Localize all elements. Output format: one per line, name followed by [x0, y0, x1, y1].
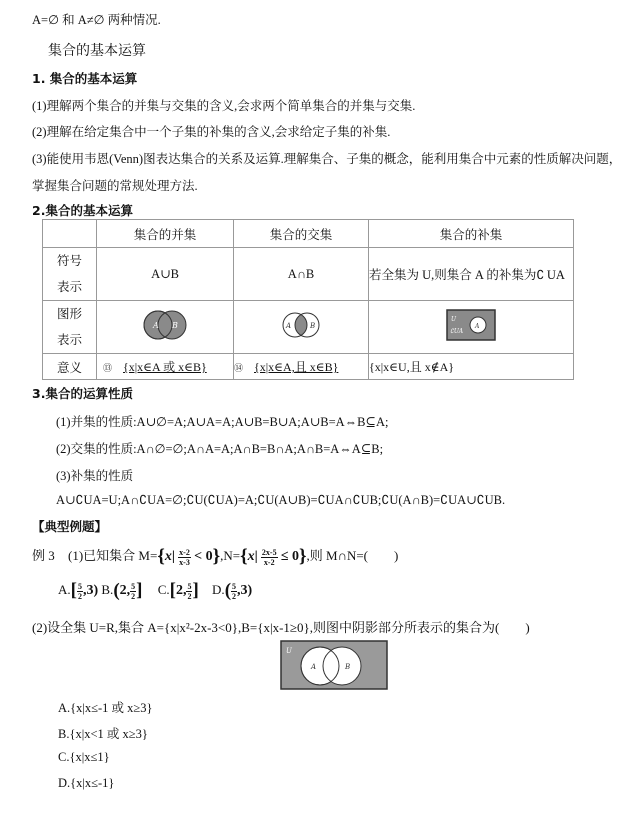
point1-item-1: (1)理解两个集合的并集与交集的含义,会求两个简单集合的并集与交集.: [32, 99, 416, 113]
q1-option-d[interactable]: D.( $\frac{5}{2},3$): [212, 580, 253, 601]
venn-complement-label-cua: ∁UA: [450, 328, 464, 335]
example3-question2: (2)设全集 U=R,集合 A={x|x²-2x-3<0},B={x|x-1≥0},则图中阴影部分所表示的集合为( ): [32, 620, 530, 635]
q1-option-a[interactable]: A.[ $\frac{5}{2},3$): [58, 580, 99, 601]
meaning-intersection-text: {x|x∈A,且 x∈B}: [254, 360, 339, 374]
q1-option-c[interactable]: C.[2, $\frac{5}{2}$]: [157, 580, 199, 601]
n-fraction: [261, 548, 278, 567]
venn-complement-diagram: [446, 309, 496, 341]
venn-intersection-label-b: B: [310, 322, 316, 330]
n-frac-rel: ≤ 0: [280, 549, 300, 565]
complement-properties: A∪∁UA=U;A∩∁UA=∅;∁U(∁UA)=A;∁U(A∪B)=∁UA∩∁UB;∁U(A∩B)=∁UA∪∁UB.: [56, 493, 506, 507]
n-frac-den: x-2: [263, 557, 275, 567]
venn-union-label-a: A: [153, 321, 159, 330]
q2-venn-label-b: B: [345, 663, 351, 671]
header-intersection: 集合的交集: [234, 220, 369, 248]
row-label-figure-2: 表示: [56, 332, 82, 347]
row-label-symbol-1: 符号: [56, 253, 82, 268]
point3-heading: 3.集合的运算性质: [32, 386, 133, 401]
symbol-intersection: A∩B: [234, 248, 369, 301]
intersection-properties: (2)交集的性质:A∩∅=∅;A∩A=A;A∩B=B∩A;A∩B=A⇔A⊆B;: [56, 442, 384, 456]
q2-option-a[interactable]: A.{x|x≤-1 或 x≥3}: [58, 701, 153, 715]
intro-line: A=∅ 和 A≠∅ 两种情况.: [32, 13, 161, 27]
n-frac-num: 2x-5: [261, 547, 277, 557]
point1-item-3: (3)能使用韦恩(Venn)图表达集合的关系及运算.理解集合、子集的概念，能利用集合中元素的性质解决问题，: [32, 152, 622, 166]
venn-union-cell: [97, 301, 234, 354]
venn-intersection-diagram: [276, 310, 326, 340]
m-frac-rel: < 0: [194, 549, 213, 565]
header-union: 集合的并集: [97, 220, 234, 248]
venn-complement-label-a: A: [475, 323, 480, 330]
point2-heading: 2.集合的基本运算: [32, 203, 133, 218]
row-label-figure: [43, 301, 97, 354]
header-complement: 集合的补集: [369, 220, 574, 248]
set-operations-table: [42, 219, 574, 380]
meaning-intersection-num: ⑭: [234, 363, 244, 373]
point1-heading: 1. 集合的基本运算: [32, 71, 138, 86]
symbol-complement: 若全集为 U,则集合 A 的补集为∁ UA: [369, 248, 574, 301]
examples-heading: 【典型例题】: [32, 519, 108, 534]
complement-title: (3)补集的性质: [56, 469, 134, 483]
symbol-union: A∪B: [97, 248, 234, 301]
table-corner-cell: [43, 220, 97, 248]
row-label-figure-1: 图形: [56, 306, 82, 321]
q1-mid: ,N=: [220, 548, 241, 563]
meaning-intersection: [234, 354, 369, 380]
m-frac-den: x-3: [179, 557, 190, 567]
venn-complement-label-u: U: [451, 316, 457, 323]
q2-option-b[interactable]: B.{x|x<1 或 x≥3}: [58, 727, 148, 741]
question2-venn-diagram: [280, 640, 388, 690]
q2-venn-label-u: U: [286, 647, 292, 655]
venn-intersection-label-a: A: [286, 322, 292, 330]
q1-suffix: ,则 M∩N=( ): [306, 548, 399, 563]
venn-union-diagram: [135, 307, 195, 343]
row-label-symbol: [43, 248, 97, 301]
m-fraction: [178, 548, 191, 567]
meaning-union: [97, 354, 234, 380]
q1-option-b[interactable]: B.(2, $\frac{5}{2}$]: [101, 580, 143, 601]
q2-option-d[interactable]: D.{x|x≤-1}: [58, 776, 115, 790]
meaning-union-text: {x|x∈A 或 x∈B}: [123, 360, 207, 374]
q2-venn-label-a: A: [311, 663, 317, 671]
meaning-union-num: ⑬: [103, 363, 113, 373]
q1-options: [58, 580, 252, 602]
q1-prefix: (1)已知集合 M=: [68, 548, 158, 563]
example3-label: 例 3: [32, 548, 55, 563]
section-title: 集合的基本运算: [48, 43, 146, 59]
example3-question1: 例 3 (1)已知集合 M={x| $\frac{x-2}{x-3} < 0\},N=\{x|$ $\frac{2x-5}{x-2} \le 0$},则 M∩N=( ): [32, 546, 399, 568]
row-label-symbol-2: 表示: [56, 279, 82, 294]
row-label-meaning: 意义: [43, 354, 97, 380]
venn-intersection-cell: [234, 301, 369, 354]
q2-option-c[interactable]: C.{x|x≤1}: [58, 750, 110, 764]
point1-item-4: 掌握集合问题的常规处理方法.: [32, 179, 198, 193]
venn-complement-cell: [369, 301, 574, 354]
union-properties: (1)并集的性质:A∪∅=A;A∪A=A;A∪B=B∪A;A∪B=A⇔B⊆A;: [56, 415, 389, 429]
venn-union-label-b: B: [172, 321, 178, 330]
meaning-complement: {x|x∈U,且 x∉A}: [369, 354, 574, 380]
point1-item-2: (2)理解在给定集合中一个子集的补集的含义,会求给定子集的补集.: [32, 125, 391, 139]
m-frac-num: x-2: [179, 547, 190, 557]
